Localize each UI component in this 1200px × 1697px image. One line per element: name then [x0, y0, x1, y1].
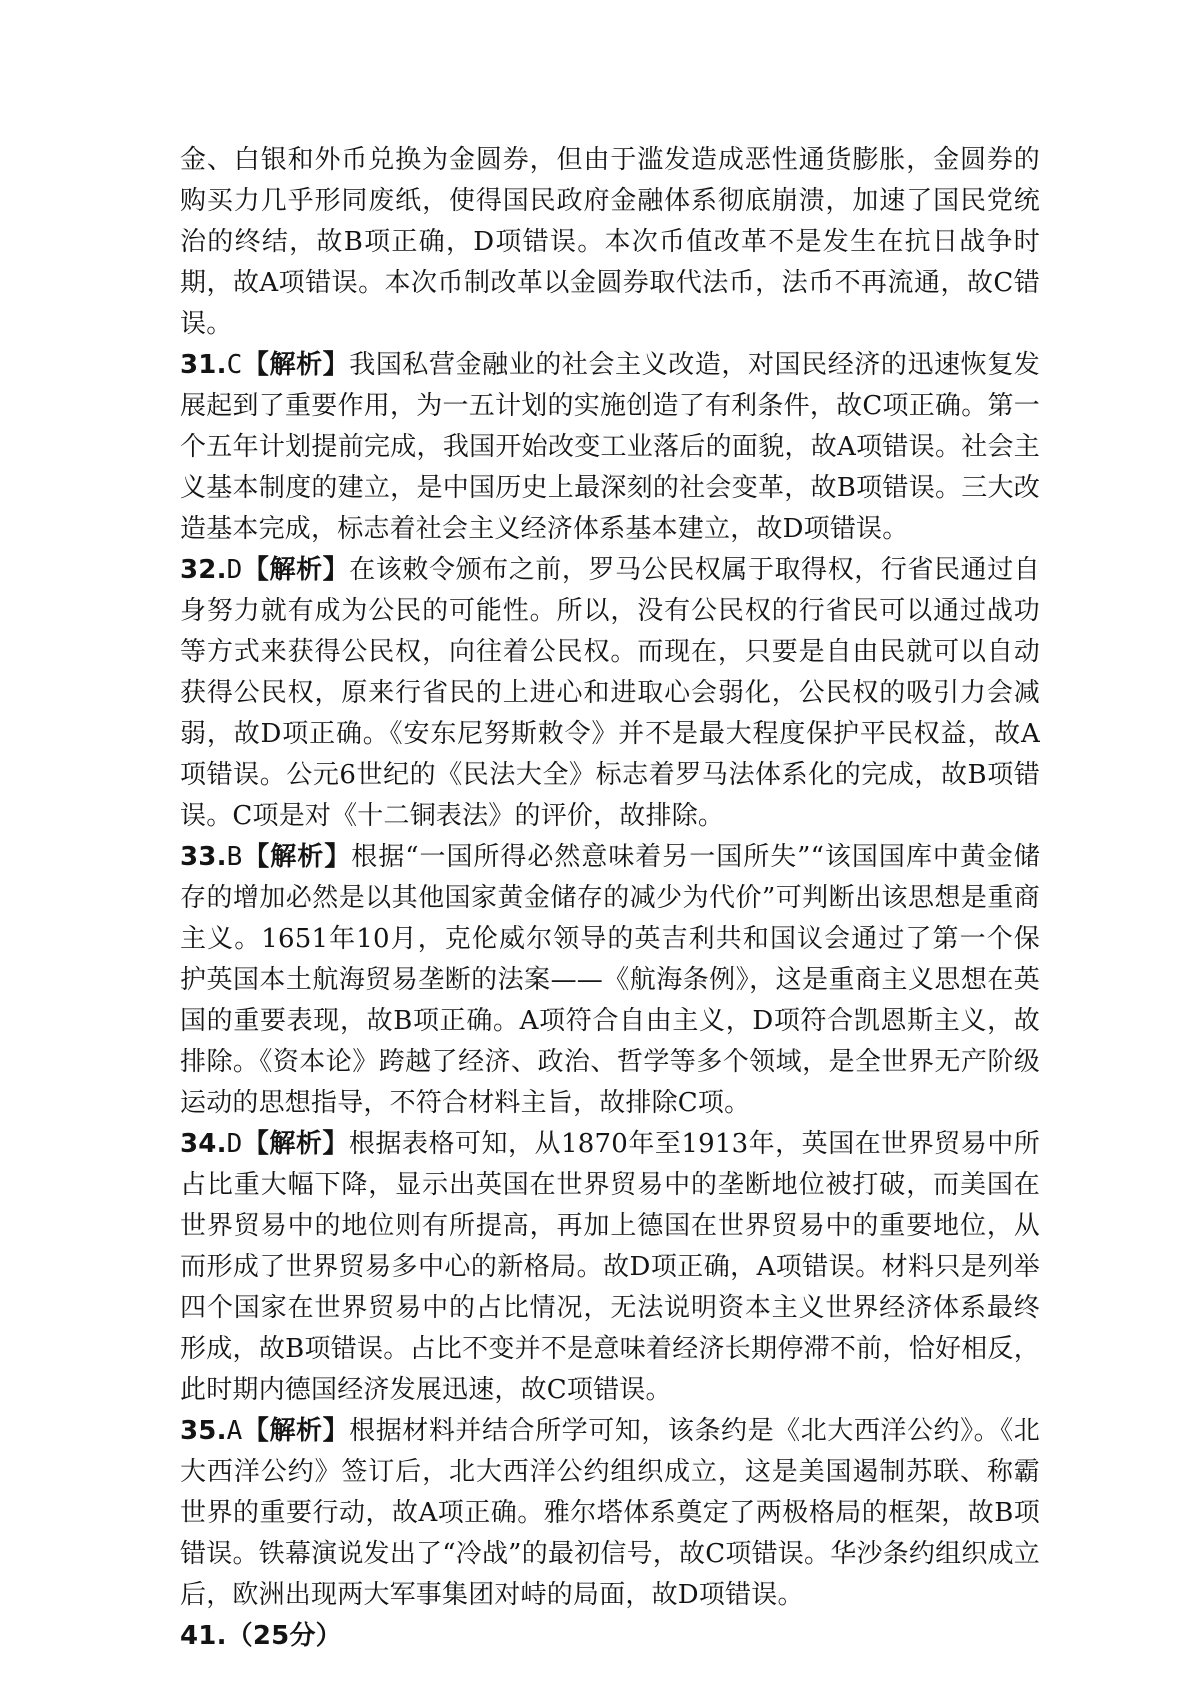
answer-33	[180, 837, 1040, 1124]
answer-31	[180, 345, 1040, 550]
question-number: 31.	[180, 350, 227, 380]
answer-explanations	[180, 140, 1040, 1657]
analysis-tag: 【解析】	[242, 842, 352, 872]
analysis-text: 根据表格可知，从1870年至1913年，英国在世界贸易中所占比重大幅下降，显示出英国在世界贸易中的垄断地位被打破，而美国在世界贸易中的地位则有所提高，再加上德国在世界贸易中的重要地位，从而形成了世界贸易多中心的新格局。故D项正确，A项错误。材料只是列举四个国家在世界贸易中的占比情况，无法说明资本主义世界经济体系最终形成，故B项错误。占比不变并不是意味着经济长期停滞不前，恰好相反，此时期内德国经济发展迅速，故C项错误。	[180, 1129, 1040, 1405]
answer-letter: D	[226, 555, 243, 585]
question-number: 35.	[180, 1416, 227, 1446]
analysis-tag: 【解析】	[242, 555, 350, 585]
answer-letter: C	[226, 350, 243, 380]
analysis-text: 根据材料并结合所学可知，该条约是《北大西洋公约》。《北大西洋公约》签订后，北大西洋公约组织成立，这是美国遏制苏联、称霸世界的重要行动，故A项正确。雅尔塔体系奠定了两极格局的框架，故B项错误。铁幕演说发出了“冷战”的最初信号，故C项错误。华沙条约组织成立后，欧洲出现两大军事集团对峙的局面，故D项错误。	[180, 1416, 1040, 1610]
analysis-tag: 【解析】	[242, 1129, 349, 1159]
analysis-tag: 【解析】	[242, 350, 350, 380]
analysis-tag: 【解析】	[242, 1416, 350, 1446]
answer-letter: A	[226, 1416, 243, 1446]
answer-35	[180, 1411, 1040, 1616]
analysis-text: 在该敕令颁布之前，罗马公民权属于取得权，行省民通过自身努力就有成为公民的可能性。所以，没有公民权的行省民可以通过战功等方式来获得公民权，向往着公民权。而现在，只要是自由民就可以自动获得公民权，原来行省民的上进心和进取心会弱化，公民权的吸引力会减弱，故D项正确。《安东尼努斯敕令》并不是最大程度保护平民权益，故A项错误。公元6世纪的《民法大全》标志着罗马法体系化的完成，故B项错误。C项是对《十二铜表法》的评价，故排除。	[180, 555, 1040, 831]
continuation-paragraph: 金、白银和外币兑换为金圆券，但由于滥发造成恶性通货膨胀，金圆券的购买力几乎形同废纸，使得国民政府金融体系彻底崩溃，加速了国民党统治的终结，故B项正确，D项错误。本次币值改革不是发生在抗日战争时期，故A项错误。本次币制改革以金圆券取代法币，法币不再流通，故C错误。	[180, 145, 1040, 339]
question-number: 32.	[180, 555, 227, 585]
answer-34	[180, 1124, 1040, 1411]
question-number: 34.	[180, 1129, 227, 1159]
answer-letter: D	[226, 1129, 243, 1159]
answer-32	[180, 550, 1040, 837]
question-41-heading: 41.（25分）	[180, 1621, 342, 1651]
question-number: 33.	[180, 842, 227, 872]
answer-letter: B	[226, 842, 243, 872]
analysis-text: 根据“一国所得必然意味着另一国所失”“该国国库中黄金储存的增加必然是以其他国家黄金储存的减少为代价”可判断出该思想是重商主义。1651年10月，克伦威尔领导的英吉利共和国议会通过了第一个保护英国本土航海贸易垄断的法案——《航海条例》，这是重商主义思想在英国的重要表现，故B项正确。A项符合自由主义，D项符合凯恩斯主义，故排除。《资本论》跨越了经济、政治、哲学等多个领域，是全世界无产阶级运动的思想指导，不符合材料主旨，故排除C项。	[180, 842, 1040, 1118]
analysis-text: 我国私营金融业的社会主义改造，对国民经济的迅速恢复发展起到了重要作用，为一五计划的实施创造了有利条件，故C项正确。第一个五年计划提前完成，我国开始改变工业落后的面貌，故A项错误。社会主义基本制度的建立，是中国历史上最深刻的社会变革，故B项错误。三大改造基本完成，标志着社会主义经济体系基本建立，故D项错误。	[180, 350, 1040, 544]
